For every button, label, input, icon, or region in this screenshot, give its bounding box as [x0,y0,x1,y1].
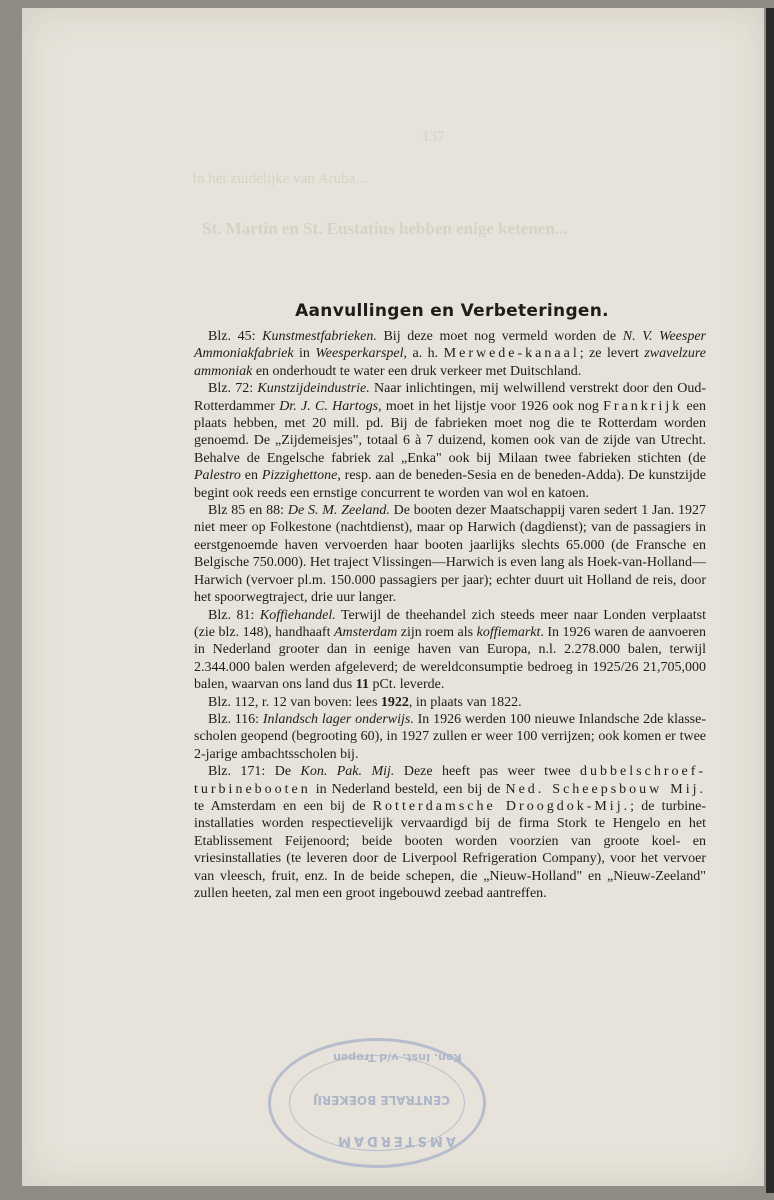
page-title: Aanvullingen en Verbeteringen. [295,301,609,322]
paragraph-blz-85: Blz 85 en 88: De S. M. Zeeland. De booten dezer Maatschappij varen sedert 1 Jan. 1927 niet meer op Folkestone (nachtdienst), maar op Harwich (dagdienst); van de passagiers in eerstgenoemde haven vervoerden haar booten jaarlijks slechts 65.000 (de Fransche en Belgische 750.000). Het traject Vlissingen—Harwich is even lang als Hoek-van-Holland—Harwich (vervoer pl.m. 150.000 passagiers per jaar); echter duurt uit Holland de reis, door het spoorwegtraject, drie uur langer. [194,503,707,606]
stamp-bottom-text: AMSTERDAM [335,1133,456,1148]
library-stamp [268,1038,486,1168]
corrections-body [194,328,706,902]
paragraph-blz-45: Blz. 45: Kunstmestfabrieken. Bij deze moet nog vermeld worden de N. V. Weesper Ammoniakfabriek in Weesperkarspel, a. h. Merwede-kanaal; ze levert zwavelzure ammoniak en onderhoudt te water een druk verkeer met Duitschland. [194,329,707,379]
document-page [22,8,764,1186]
bleed-through-heading: St. Martin en St. Eustatius hebben enige ketenen... [202,219,568,238]
paragraph-blz-171: Blz. 171: De Kon. Pak. Mij. Deze heeft pas weer twee dubbelschroef-turbinebooten in Nederland besteld, een bij de Ned. Scheepsbouw Mij. te Amsterdam en een bij de Rotterdamsche Droogdok-Mij.; de turbine-installaties worden respectievelijk vervaardigd bij de firma Stork te Hengelo en het Etablissement Feijenoord; beide booten worden voorzien van groote koel- en vriesinstallaties (te leveren door de Liverpool Refrigeration Company), voor het vervoer van vleesch, fruit, enz. In de beide schepen, die „Nieuw-Holland" en „Nieuw-Zeeland" zullen heeten, zal men een groot ingebouwd zeebad aantreffen. [194,764,707,901]
paragraph-blz-116: Blz. 116: Inlandsch lager onderwijs. In 1926 werden 100 nieuwe Inlandsche 2de klasse-scholen geopend (begrooting 60), in 1927 zullen er weer 100 verrijzen; ook komen er twee 2-jarige ambachtsscholen bij. [194,711,707,762]
bleed-through-line: In het zuidelijke van Aruba... [192,171,367,187]
paragraph-blz-81: Blz. 81: Koffiehandel. Terwijl de theehandel zich steeds meer naar Londen verplaatst (zie blz. 148), handhaaft Amsterdam zijn roem als koffiemarkt. In 1926 waren de aanvoeren in Nederland grooter dan in eenige haven van Europa, n.l. 2.278.000 balen, terwijl 2.344.000 balen werden afgeleverd; de wereldconsumptie bedroeg in 1925/26 21,705,000 balen, waarvan ons land dus 11 pCt. leverde. [194,607,707,693]
paragraph-blz-72: Blz. 72: Kunstzijdeindustrie. Naar inlichtingen, mij welwillend verstrekt door den Oud-Rotterdammer Dr. J. C. Hartogs, moet in het lijstje voor 1926 ook nog Frankrijk een plaats hebben, met 20 mill. pd. Bij de fabrieken moet nog die te Rotterdam worden genoemd. De „Zijdemeisjes", totaal 6 à 7 duizend, komen ook van de zijde van Utrecht. Behalve de Engelsche fabriek zal „Enka" ook bij Milaan twee fabrieken stichten (de Palestro en Pizzighettone, resp. aan de beneden-Sesia en de beneden-Adda). De kunstzijde begint ook reeds een ernstige concurrent te worden van wol en katoen. [194,381,706,501]
stamp-middle-text: CENTRALE BOEKERIJ [313,1093,450,1107]
scan-edge [766,8,774,1193]
paragraph-blz-112: Blz. 112, r. 12 van boven: lees 1922, in plaats van 1822. [208,694,522,710]
bleed-through-page-number: 137 [422,129,445,145]
stamp-top-text: Kon. Inst. v/d Tropen [333,1051,462,1064]
